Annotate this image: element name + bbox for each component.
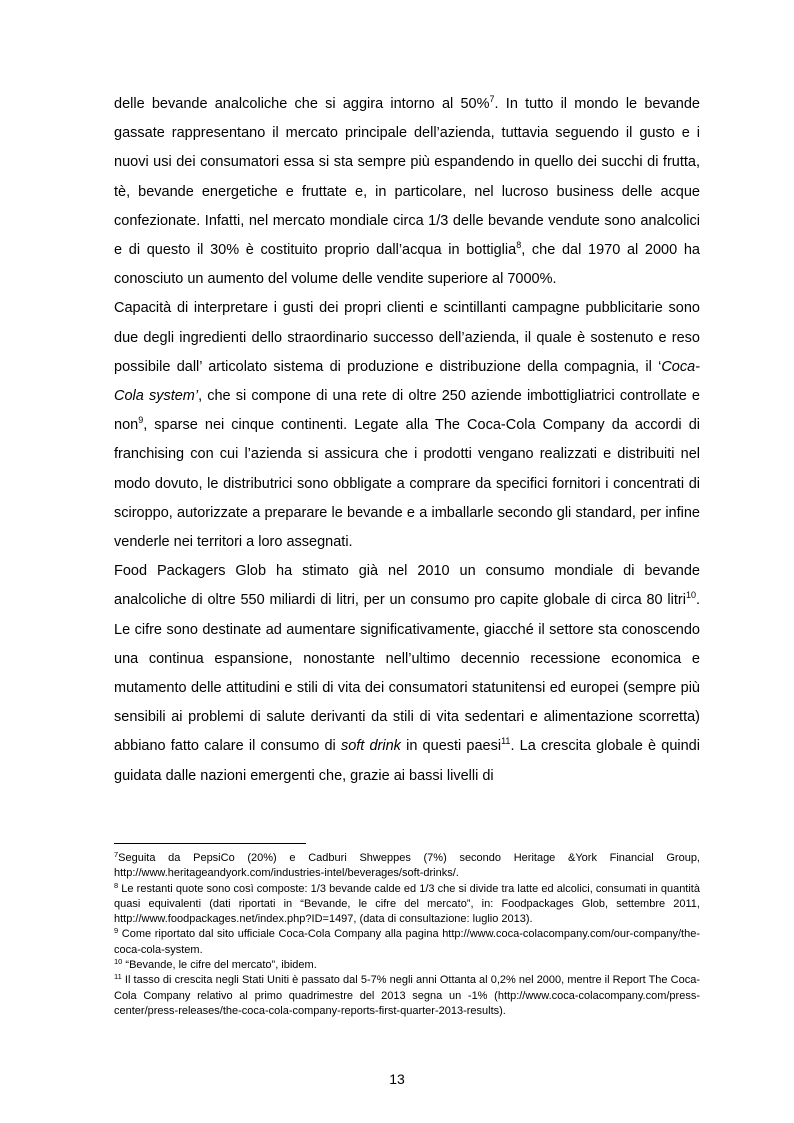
italic-term: Coca-Cola system’ [114,358,700,405]
paragraph-1 [114,90,700,294]
paragraph-text: . Le cifre sono destinate ad aumentare significativamente, giacché il settore sta conoscendo una continua espansione, nonostante nell’ultimo decennio recessione economica e mutamento delle attitudini e stili di vita dei consumatori statunitensi ed europei (sempre più sensibili ai problemi di salute derivanti da stili di vita sedentari e alimentazione scorretta) abbiano fatto calare il consumo di [114,592,700,755]
paragraph-text: , sparse nei cinque continenti. Legate alla The Coca-Cola Company da accordi di franchising con cui l’azienda si assicura che i prodotti vengano realizzati e distribuiti nel modo dovuto, le distributrici sono obbligate a comprare da specifici fornitori i concentrati di sciroppo, autorizzate a preparare le bevande e a imballarle secondo gli standard, per infine venderle nei territori a loro assegnati. [114,417,700,551]
footnote-8 [114,882,700,928]
footnote-text: Il tasso di crescita negli Stati Uniti è passato dal 5-7% negli anni Ottanta al 0,2% nel 2000, mentre il Report The Coca-Cola Company relativo al primo quadrimestre del 2013 segna un -1% (http://www.coca-colacompany.com/press-center/press-releases/the-coca-cola-company-reports-first-quarter-2013-results). [114,974,700,1017]
footnote-number: 8 [114,880,119,890]
footnote-text: Le restanti quote sono così composte: 1/3 bevande calde ed 1/3 che si divide tra latte ed alcolici, consumati in quantità quasi equivalenti (dati riportati in “Bevande, le cifre del mercato”, in: Foodpackages Glob, settembre 2011, http://www.foodpackages.net/index.php?ID=1497, (data di consultazione: luglio 2013). [114,882,700,926]
paragraph-text: Food Packagers Glob ha stimato già nel 2010 un consumo mondiale di bevande analcoliche di oltre 550 miliardi di litri, per un consumo pro capite globale di circa 80 litri [114,563,700,609]
paragraph-text: , che si compone di una rete di oltre 250 aziende imbottigliatrici controllate e non [114,388,700,434]
footnote-text: Seguita da PepsiCo (20%) e Cadburi Shweppes (7%) secondo Heritage &York Financial Group, http://www.heritageandyork.com/industries-intel/beverages/soft-drinks/. [114,852,700,880]
page-number: 13 [389,1071,405,1087]
footnote-number: 11 [114,972,122,982]
footnote-ref-7[interactable]: 7 [489,94,495,104]
footnote-11 [114,973,700,1019]
paragraph-text: , che dal 1970 al 2000 ha conosciuto un aumento del volume delle vendite superiore al 7000%. [114,242,700,288]
paragraph-text: . La crescita globale è quindi guidata dalle nazioni emergenti che, grazie ai bassi livelli di [114,738,700,784]
paragraph-text: . In tutto il mondo le bevande gassate rappresentano il mercato principale dell’azienda, tuttavia seguendo il gusto e i nuovi usi dei consumatori essa si sta sempre più espandendo in quello dei succhi di frutta, tè, bevande energetiche e fruttate e, in particolare, nel lucroso business delle acque confezionate. Infatti, nel mercato mondiale circa 1/3 delle bevande vendute sono analcolici e di questo il 30% è costituito proprio dall’acqua in bottiglia [114,96,700,259]
footnote-ref-8[interactable]: 8 [516,240,522,251]
body-text [114,90,700,791]
italic-term: soft drink [340,738,401,755]
footnote-separator [114,843,306,844]
paragraph-3 [114,557,700,791]
footnote-number: 10 [114,957,123,967]
footnote-ref-9[interactable]: 9 [138,415,144,426]
footnote-ref-11[interactable]: 11 [501,736,511,747]
footnote-text: Come riportato dal sito ufficiale Coca-Cola Company alla pagina http://www.coca-colacompany.com/our-company/the-coca-cola-system. [114,928,700,956]
paragraph-text: Capacità di interpretare i gusti dei propri clienti e scintillanti campagne pubblicitarie sono due degli ingredienti dello straordinario successo dell’azienda, il quale è sostenuto e reso possibile dall’ articolato sistema di produzione e distribuzione della compagnia, il ‘ [114,300,700,375]
footnotes [114,851,700,1019]
footnote-9 [114,927,700,958]
footnote-7 [114,851,700,882]
footnote-text: “Bevande, le cifre del mercato”, ibidem. [122,959,317,972]
footnote-number: 7 [114,850,119,859]
paragraph-2 [114,294,700,557]
paragraph-text: in questi paesi [400,738,502,755]
footnote-ref-10[interactable]: 10 [685,590,696,601]
paragraph-text: delle bevande analcoliche che si aggira intorno al 50% [114,96,490,112]
footnote-number: 9 [114,926,119,936]
footnote-10 [114,958,700,973]
